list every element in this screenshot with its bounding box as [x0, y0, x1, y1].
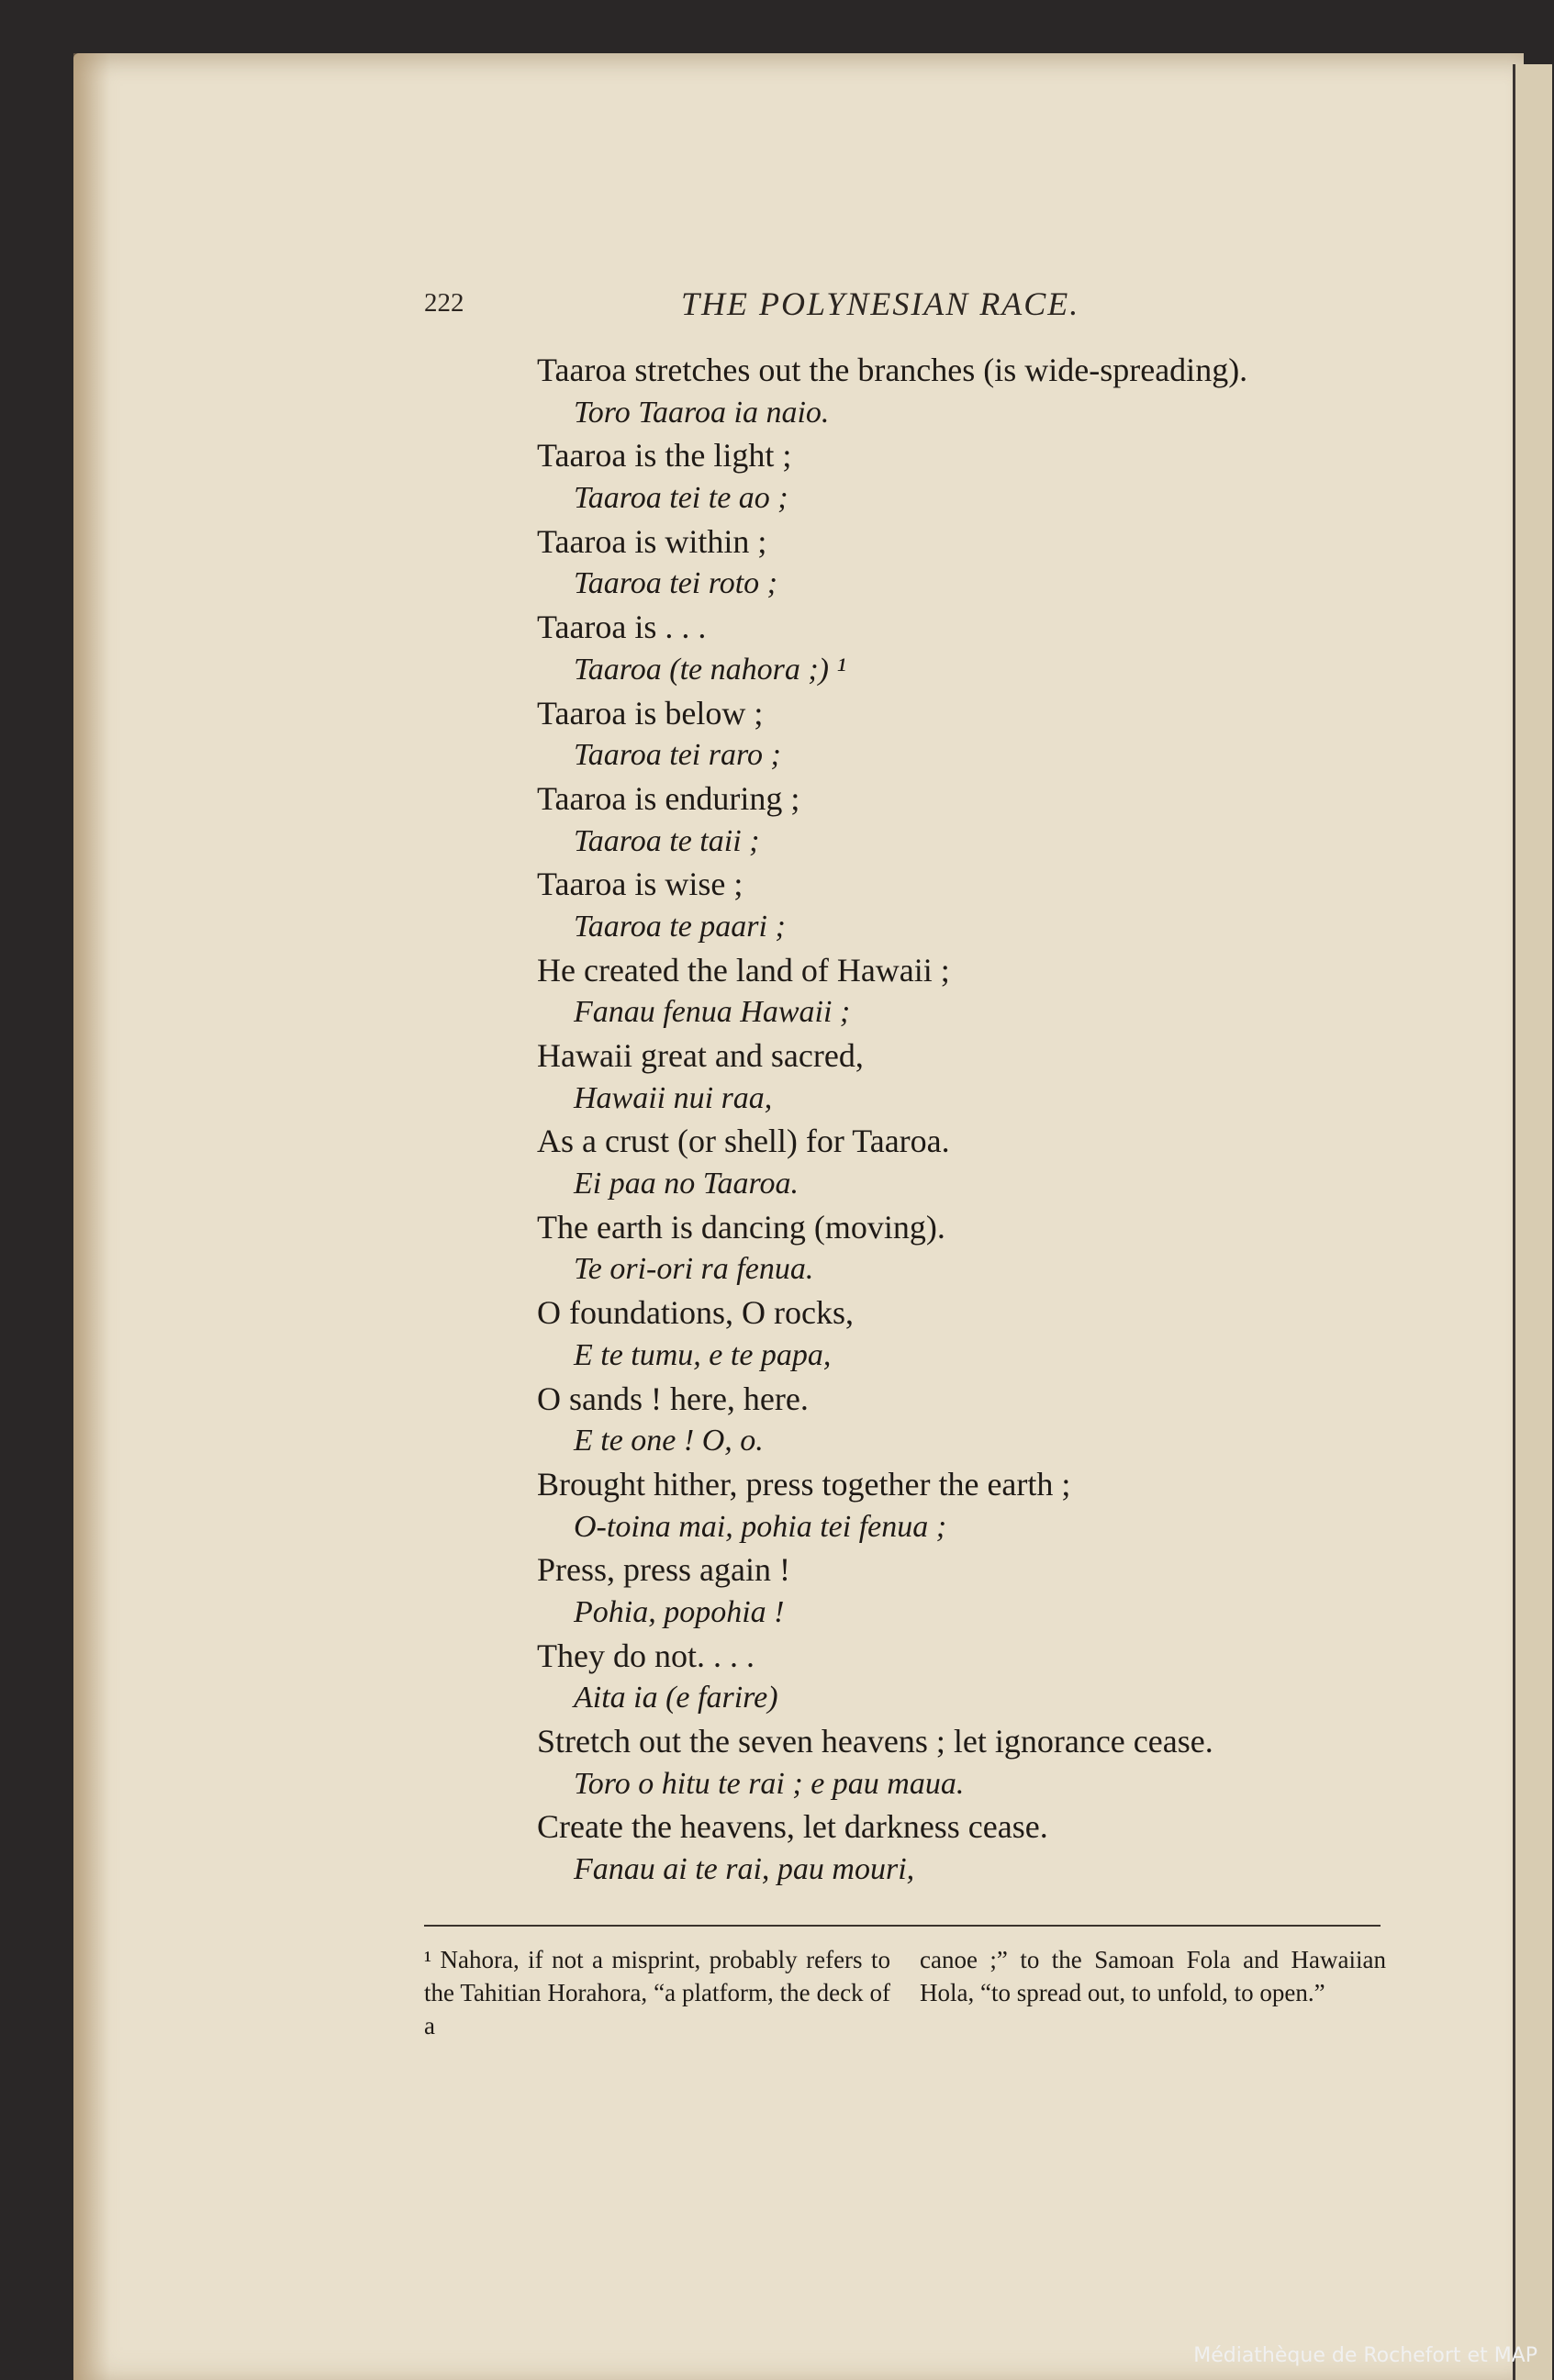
poem-line-english: O sands ! here, here.	[537, 1380, 809, 1417]
poem-line-english: Taaroa is wise ;	[537, 866, 743, 903]
poem-line-english: As a crust (or shell) for Taaroa.	[537, 1123, 950, 1160]
poem-line-english: The earth is dancing (moving).	[537, 1208, 945, 1246]
footnote-right-column: canoe ;” to the Samoan Fola and Hawaiian Hola, “to spread out, to unfold, to open.”	[920, 1946, 1386, 2006]
facing-page-edge	[1513, 64, 1552, 2380]
poem-line-tahitian: Pohia, popohia !	[574, 1594, 785, 1629]
poem-line-tahitian: Fanau ai te rai, pau mouri,	[574, 1852, 915, 1887]
poem-line-tahitian: Aita ia (e farire)	[574, 1681, 778, 1715]
footnote-left-column: ¹ Nahora, if not a misprint, probably refers to the Tahitian Horahora, “a platform, the deck of a	[424, 1946, 890, 2039]
poem-line-english: O foundations, O rocks,	[537, 1294, 854, 1332]
footnote-rule	[424, 1925, 1381, 1927]
poem-line-tahitian: Hawaii nui raa,	[574, 1080, 773, 1115]
poem-line-english: Taaroa is the light ;	[537, 437, 792, 475]
poem-line-tahitian: Toro o hitu te rai ; e pau maua.	[574, 1766, 965, 1801]
poem-line-tahitian: Taaroa te paari ;	[574, 909, 786, 944]
poem-line-english: Create the heavens, let darkness cease.	[537, 1808, 1048, 1846]
poem-line-tahitian: Taaroa (te nahora ;) ¹	[574, 652, 846, 687]
poem-line-english: Taaroa is . . .	[537, 609, 707, 646]
poem-line-english: Taaroa is below ;	[537, 694, 764, 732]
page-number: 222	[424, 288, 464, 318]
library-credit: Médiathèque de Rochefort et MAP	[1193, 2344, 1537, 2367]
running-title: THE POLYNESIAN RACE.	[681, 285, 1080, 322]
poem-line-english: He created the land of Hawaii ;	[537, 951, 950, 989]
poem-line-english: Brought hither, press together the earth ;	[537, 1465, 1071, 1503]
poem-line-tahitian: Toro Taaroa ia naio.	[574, 395, 830, 430]
poem-line-tahitian: Taaroa tei roto ;	[574, 566, 777, 601]
poem-line-tahitian: E te one ! O, o.	[574, 1424, 764, 1458]
running-head	[424, 285, 1177, 330]
poem-line-tahitian: Taaroa tei raro ;	[574, 738, 781, 773]
poem-line-tahitian: Ei paa no Taaroa.	[574, 1167, 799, 1201]
poem-line-english: Stretch out the seven heavens ; let ignorance cease.	[537, 1723, 1213, 1760]
poem-line-english: Press, press again !	[537, 1551, 790, 1589]
poem-line-tahitian: Taaroa te taii ;	[574, 823, 760, 858]
binding-stain	[73, 53, 110, 2380]
poem-line-tahitian: O-toina mai, pohia tei fenua ;	[574, 1509, 947, 1544]
poem-line-tahitian: Taaroa tei te ao ;	[574, 481, 788, 516]
poem-line-english: They do not. . . .	[537, 1637, 755, 1674]
poem-line-english: Taaroa is within ;	[537, 522, 767, 560]
poem-line-tahitian: E te tumu, e te papa,	[574, 1337, 832, 1372]
poem-line-tahitian: Fanau fenua Hawaii ;	[574, 995, 851, 1030]
poem-line-english: Taaroa is enduring ;	[537, 779, 800, 817]
poem-line-tahitian: Te ori-ori ra fenua.	[574, 1252, 814, 1287]
poem-line-english: Taaroa stretches out the branches (is wide-spreading).	[537, 352, 1248, 388]
poem	[537, 349, 1247, 1892]
poem-line-english: Hawaii great and sacred,	[537, 1037, 864, 1074]
